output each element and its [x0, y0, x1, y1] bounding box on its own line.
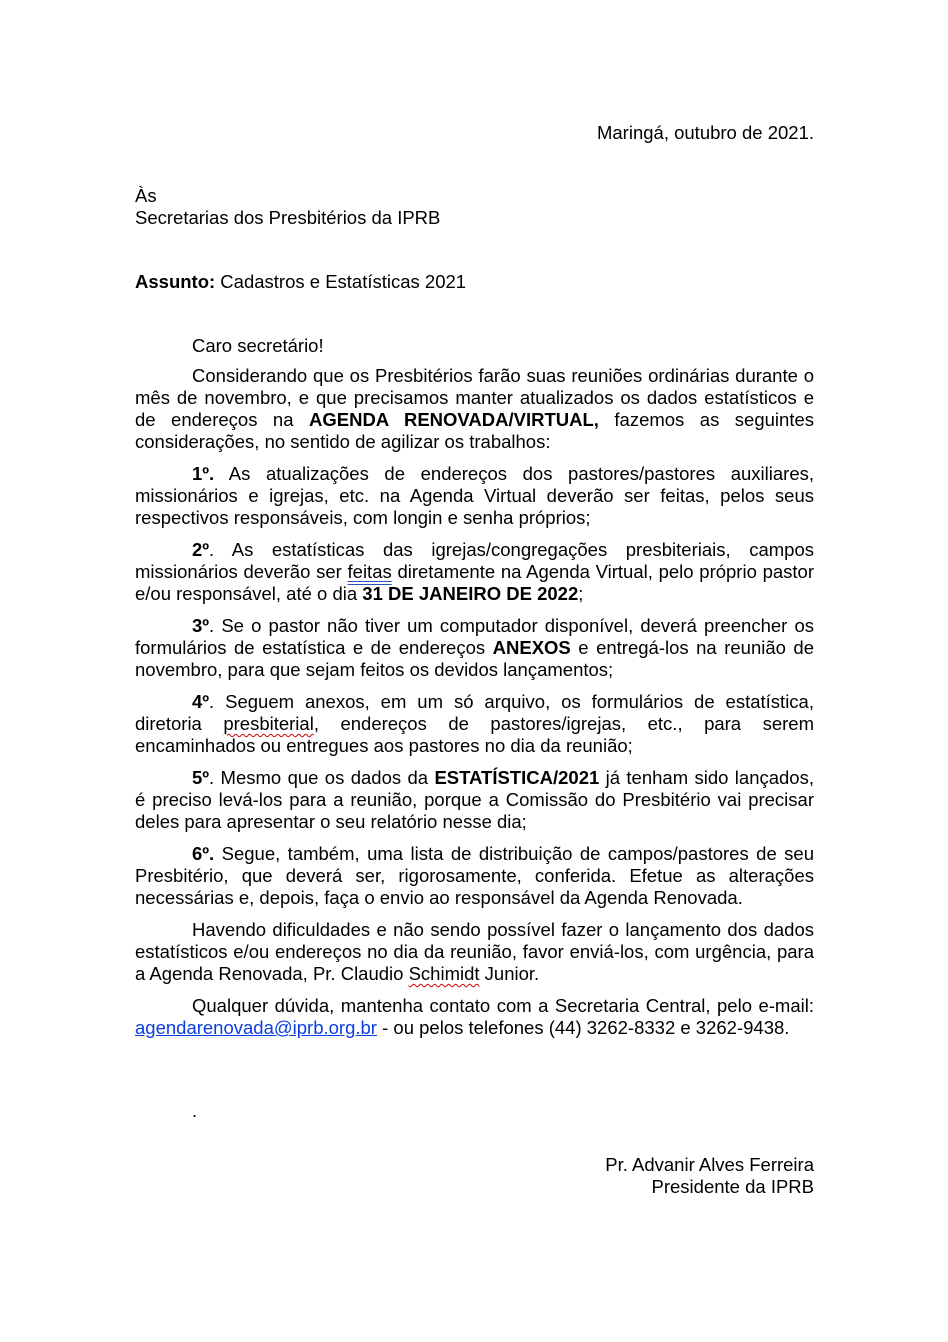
signature-name: Pr. Advanir Alves Ferreira	[605, 1154, 814, 1175]
item-2-number: 2º	[192, 539, 210, 560]
intro-emphasis: AGENDA RENOVADA/VIRTUAL,	[309, 409, 599, 430]
recipient-block	[135, 185, 440, 229]
item-2-text-a: . As estatísticas das igrejas/congregações presbiteriais, campos missionários deverão ser	[135, 539, 814, 582]
item-2-grammar-flag: feitas	[347, 561, 392, 582]
item-4	[135, 691, 814, 757]
item-3-number: 3º	[192, 615, 210, 636]
item-5-text-c: já tenham sido lançados, é preciso levá-los para a reunião, porque a Comissão do Presbitério vai precisar deles para apresentar o seu relatório nesse dia;	[135, 767, 814, 832]
intro-text-a: Considerando que os Presbitérios farão suas reuniões ordinárias durante o mês de novembro, e que precisamos manter atualizados os dados estatísticos e de endereços na	[135, 365, 814, 430]
greeting: Caro secretário!	[192, 335, 324, 356]
letter-date: Maringá, outubro de 2021.	[596, 122, 814, 143]
intro-text-c: fazemos as seguintes considerações, no sentido de agilizar os trabalhos:	[135, 409, 815, 452]
intro-paragraph	[135, 365, 814, 453]
stray-dot: .	[192, 1100, 198, 1121]
closing-paragraph-2	[135, 995, 814, 1039]
item-4-spell-flag: presbiterial	[223, 713, 314, 734]
subject-text: Cadastros e Estatísticas 2021	[215, 271, 467, 292]
item-2-deadline: 31 DE JANEIRO DE 2022	[362, 583, 579, 604]
item-6-text: Segue, também, uma lista de distribuição de campos/pastores de seu Presbitério, que deverá ser, rigorosamente, conferida. Efetue as alterações necessárias e, depois, faça o envio ao responsável da Agenda Renovada.	[135, 843, 814, 908]
item-5-emphasis: ESTATÍSTICA/2021	[434, 767, 600, 788]
item-3-emphasis: ANEXOS	[492, 637, 571, 658]
item-4-text-a: . Seguem anexos, em um só arquivo, os formulários de estatística, diretoria	[135, 691, 814, 734]
signature-title: Presidente da IPRB	[651, 1176, 814, 1197]
item-2	[135, 539, 814, 605]
subject-label: Assunto:	[135, 271, 216, 292]
item-2-text-e: ;	[578, 583, 584, 604]
signature-block	[605, 1154, 814, 1198]
recipient-line-2: Secretarias dos Presbitérios da IPRB	[135, 207, 441, 228]
item-5-number: 5º	[192, 767, 210, 788]
item-3	[135, 615, 814, 681]
item-1	[135, 463, 814, 529]
closing-1-text-a: Havendo dificuldades e não sendo possível fazer o lançamento dos dados estatísticos e/ou endereços no dia da reunião, favor enviá-los, com urgência, para a Agenda Renovada, Pr. Claudio	[135, 919, 814, 984]
closing-2-text-c: - ou pelos telefones (44) 3262-8332 e 3262-9438.	[376, 1017, 790, 1038]
item-3-text-a: . Se o pastor não tiver um computador disponível, deverá preencher os formulários de estatística e de endereços	[135, 615, 814, 658]
closing-1-text-c: Junior.	[479, 963, 540, 984]
email-link[interactable]: agendarenovada@iprb.org.br	[135, 1017, 377, 1038]
closing-paragraph-1	[135, 919, 814, 985]
item-6-number: 6º.	[192, 843, 215, 864]
subject-line	[135, 271, 466, 293]
item-6	[135, 843, 814, 909]
item-1-text: As atualizações de endereços dos pastores/pastores auxiliares, missionários e igrejas, etc. na Agenda Virtual deverão ser feitas, pelos seus respectivos responsáveis, com longin e senha próprios;	[135, 463, 814, 528]
item-2-text-c: diretamente na Agenda Virtual, pelo próprio pastor e/ou responsável, até o dia	[135, 561, 814, 604]
item-5	[135, 767, 814, 833]
item-3-text-c: e entregá-los na reunião de novembro, para que sejam feitos os devidos lançamentos;	[135, 637, 814, 680]
item-4-text-c: , endereços de pastores/igrejas, etc., para serem encaminhados ou entregues aos pastores no dia da reunião;	[135, 713, 814, 756]
letter-body	[135, 335, 814, 1049]
item-4-number: 4º	[192, 691, 210, 712]
closing-1-spell-flag: Schimidt	[408, 963, 480, 984]
item-5-text-a: . Mesmo que os dados da	[209, 767, 435, 788]
closing-2-text-a: Qualquer dúvida, mantenha contato com a Secretaria Central, pelo e-mail:	[192, 995, 814, 1016]
recipient-line-1: Às	[135, 185, 157, 206]
item-1-number: 1º.	[192, 463, 215, 484]
